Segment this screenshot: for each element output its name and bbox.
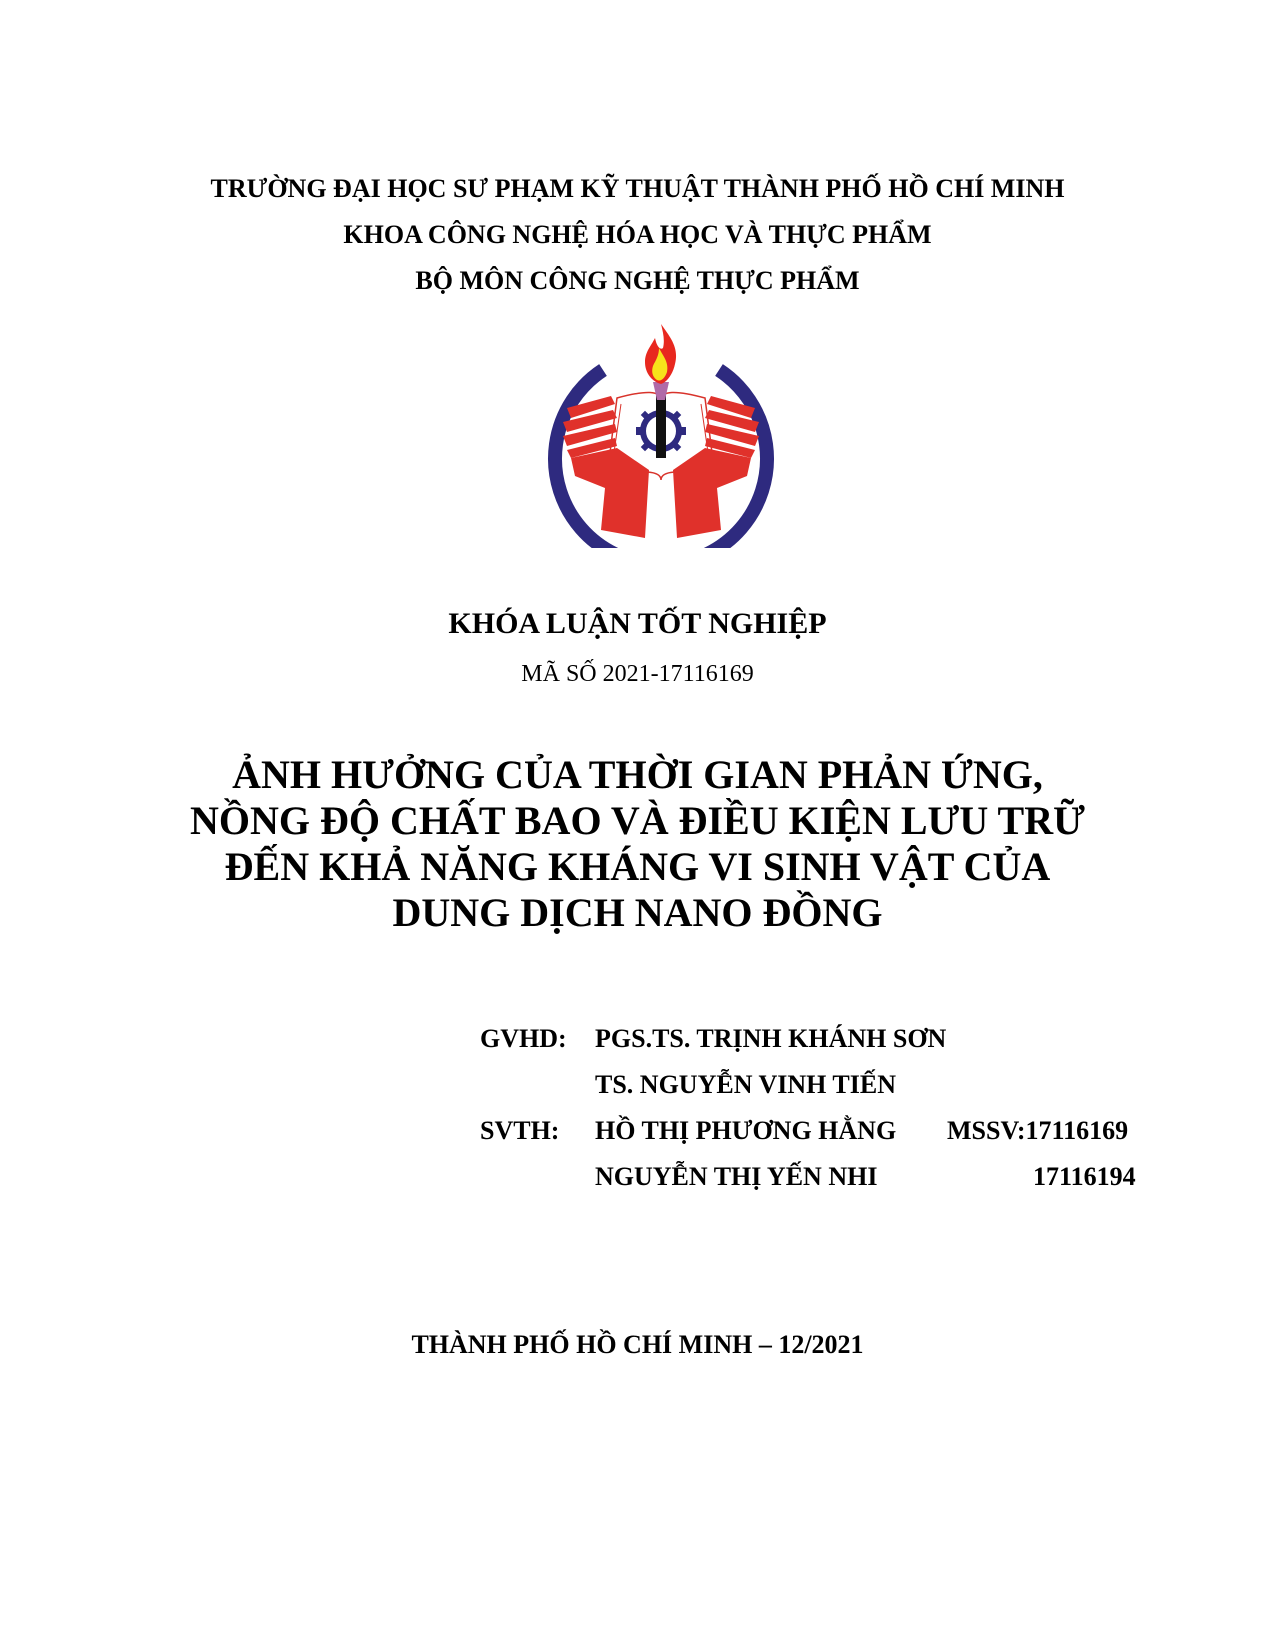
advisor-label: GVHD: — [480, 1024, 567, 1053]
student-1-name: HỒ THỊ PHƯƠNG HẰNG — [595, 1116, 897, 1145]
advisor-1: PGS.TS. TRỊNH KHÁNH SƠN — [595, 1024, 947, 1053]
thesis-type: KHÓA LUẬN TỐT NGHIỆP — [448, 607, 827, 640]
thesis-title-line-2: NỒNG ĐỘ CHẤT BAO VÀ ĐIỀU KIỆN LƯU TRỮ — [190, 798, 1085, 843]
student-2-name: NGUYỄN THỊ YẾN NHI — [595, 1162, 878, 1191]
thesis-title-line-3: ĐẾN KHẢ NĂNG KHÁNG VI SINH VẬT CỦA — [224, 844, 1051, 889]
thesis-title-line-4: DUNG DỊCH NANO ĐỒNG — [392, 890, 883, 935]
advisor-2: TS. NGUYỄN VINH TIẾN — [595, 1070, 897, 1099]
department-name: BỘ MÔN CÔNG NGHỆ THỰC PHẨM — [415, 266, 860, 295]
faculty-name: KHOA CÔNG NGHỆ HÓA HỌC VÀ THỰC PHẨM — [343, 220, 932, 249]
thesis-code: MÃ SỐ 2021-17116169 — [521, 661, 754, 687]
thesis-title — [0, 752, 1275, 936]
student-label: SVTH: — [480, 1116, 560, 1145]
university-name: TRƯỜNG ĐẠI HỌC SƯ PHẠM KỸ THUẬT THÀNH PHỐ HỒ CHÍ MINH — [210, 174, 1065, 203]
student-1-id: MSSV:17116169 — [947, 1116, 1129, 1145]
thesis-title-line-1: ẢNH HƯỞNG CỦA THỜI GIAN PHẢN ỨNG, — [232, 752, 1043, 797]
university-logo-icon — [545, 308, 777, 548]
place-date: THÀNH PHỐ HỒ CHÍ MINH – 12/2021 — [411, 1330, 864, 1359]
student-2-id: 17116194 — [1033, 1162, 1136, 1191]
